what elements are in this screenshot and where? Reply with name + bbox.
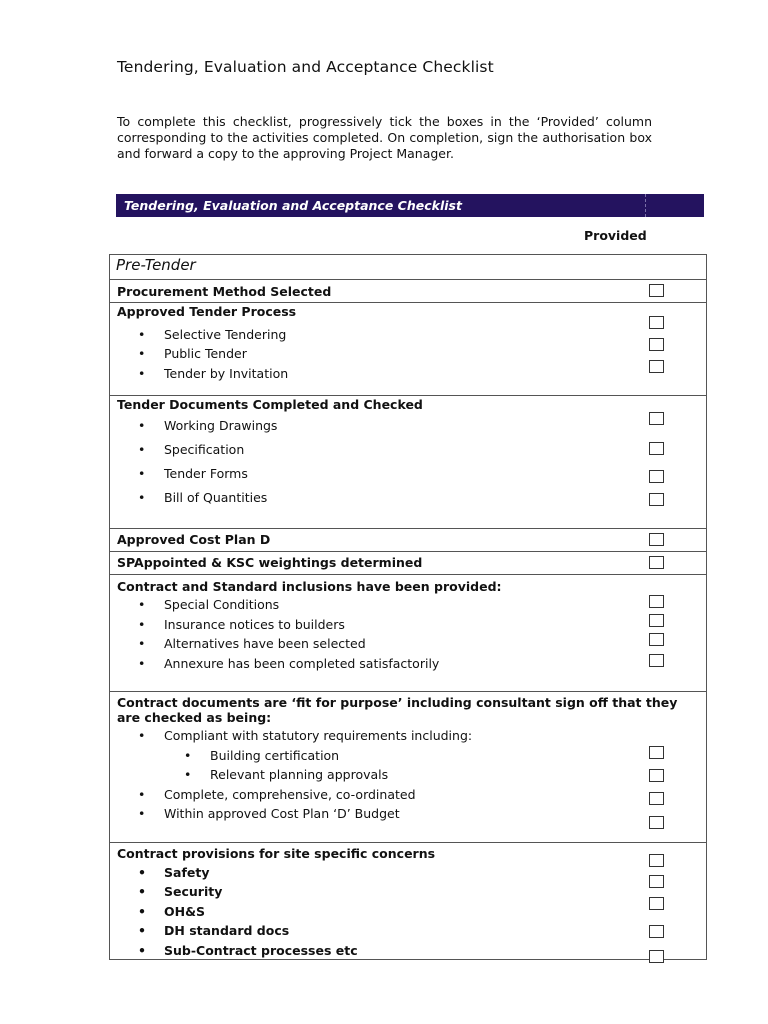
bullet: • — [138, 728, 146, 743]
provided-checkbox[interactable] — [649, 412, 664, 425]
bullet: • — [138, 865, 146, 880]
bullet: • — [138, 490, 146, 505]
bullet: • — [184, 767, 192, 782]
provided-checkbox[interactable] — [649, 556, 664, 569]
bullet: • — [138, 327, 146, 342]
bullet: • — [138, 806, 146, 821]
list-item: • Specification — [138, 442, 245, 457]
checklist-row-cost-plan — [110, 529, 706, 552]
checklist-table — [109, 254, 707, 960]
bullet: • — [138, 418, 146, 433]
bullet: • — [138, 943, 146, 958]
bullet: • — [138, 597, 146, 612]
row-heading: Tender Documents Completed and Checked — [117, 397, 423, 412]
provided-checkbox[interactable] — [649, 316, 664, 329]
provided-checkbox[interactable] — [649, 442, 664, 455]
list-item: • DH standard docs — [138, 923, 290, 938]
list-item: • Selective Tendering — [138, 327, 287, 342]
provided-column-header: Provided — [584, 228, 647, 243]
bullet: • — [138, 656, 146, 671]
bullet: • — [138, 366, 146, 381]
provided-checkbox[interactable] — [649, 816, 664, 829]
checklist-row-contract-standard — [110, 575, 706, 692]
bullet: • — [138, 617, 146, 632]
provided-checkbox[interactable] — [649, 769, 664, 782]
bullet: • — [138, 904, 146, 919]
bullet: • — [138, 923, 146, 938]
checklist-row-approved-tender — [110, 303, 706, 396]
list-item: • Sub-Contract processes etc — [138, 943, 358, 958]
checklist-row-procurement — [110, 280, 706, 303]
row-heading: Approved Tender Process — [117, 304, 297, 319]
provided-checkbox[interactable] — [649, 338, 664, 351]
row-heading: Contract provisions for site specific concerns — [117, 846, 436, 861]
list-item: • Bill of Quantities — [138, 490, 268, 505]
provided-checkbox[interactable] — [649, 950, 664, 963]
list-item: • Complete, comprehensive, co-ordinated — [138, 787, 416, 802]
row-label: SPAppointed & KSC weightings determined — [117, 555, 423, 570]
provided-checkbox[interactable] — [649, 493, 664, 506]
section-title: Pre-Tender — [116, 256, 196, 274]
provided-checkbox[interactable] — [649, 633, 664, 646]
provided-checkbox[interactable] — [649, 792, 664, 805]
bullet: • — [138, 442, 146, 457]
list-item: • Working Drawings — [138, 418, 278, 433]
checklist-row-fit-for-purpose — [110, 692, 706, 843]
bullet: • — [138, 466, 146, 481]
provided-checkbox[interactable] — [649, 470, 664, 483]
sub-list-item: • Relevant planning approvals — [184, 767, 389, 782]
provided-checkbox[interactable] — [649, 614, 664, 627]
provided-checkbox[interactable] — [649, 284, 664, 297]
checklist-row-site-specific — [110, 843, 706, 959]
checklist-row-sp-appointed — [110, 552, 706, 575]
provided-checkbox[interactable] — [649, 360, 664, 373]
provided-checkbox[interactable] — [649, 654, 664, 667]
row-label: Procurement Method Selected — [117, 284, 332, 299]
provided-checkbox[interactable] — [649, 925, 664, 938]
list-item: • OH&S — [138, 904, 205, 919]
banner-divider — [645, 194, 646, 217]
bullet: • — [138, 884, 146, 899]
provided-checkbox[interactable] — [649, 897, 664, 910]
bullet: • — [138, 346, 146, 361]
provided-checkbox[interactable] — [649, 854, 664, 867]
list-item: • Compliant with statutory requirements including: — [138, 728, 473, 743]
list-item: • Security — [138, 884, 223, 899]
row-heading: Contract documents are ‘fit for purpose’ including consultant sign off that they — [117, 695, 678, 710]
row-heading-continued: are checked as being: — [117, 710, 272, 725]
checklist-banner: Tendering, Evaluation and Acceptance Checklist — [116, 194, 704, 217]
bullet: • — [138, 636, 146, 651]
list-item: • Public Tender — [138, 346, 247, 361]
provided-checkbox[interactable] — [649, 875, 664, 888]
section-row — [110, 255, 706, 280]
list-item: • Annexure has been completed satisfactorily — [138, 656, 440, 671]
sub-list-item: • Building certification — [184, 748, 340, 763]
row-heading: Contract and Standard inclusions have been provided: — [117, 579, 502, 594]
list-item: • Tender Forms — [138, 466, 248, 481]
checklist-row-tender-documents — [110, 396, 706, 529]
row-label: Approved Cost Plan D — [117, 532, 271, 547]
bullet: • — [138, 787, 146, 802]
provided-checkbox[interactable] — [649, 746, 664, 759]
page-title: Tendering, Evaluation and Acceptance Checklist — [117, 58, 494, 76]
bullet: • — [184, 748, 192, 763]
list-item: • Special Conditions — [138, 597, 280, 612]
provided-checkbox[interactable] — [649, 533, 664, 546]
list-item: • Within approved Cost Plan ‘D’ Budget — [138, 806, 400, 821]
provided-checkbox[interactable] — [649, 595, 664, 608]
list-item: • Alternatives have been selected — [138, 636, 366, 651]
list-item: • Insurance notices to builders — [138, 617, 345, 632]
intro-paragraph: To complete this checklist, progressively tick the boxes in the ‘Provided’ column corresponding to the activities completed. On completion, sign the authorisation box and forward a copy to the approving Project Manager. — [117, 114, 652, 161]
list-item: • Safety — [138, 865, 210, 880]
list-item: • Tender by Invitation — [138, 366, 289, 381]
